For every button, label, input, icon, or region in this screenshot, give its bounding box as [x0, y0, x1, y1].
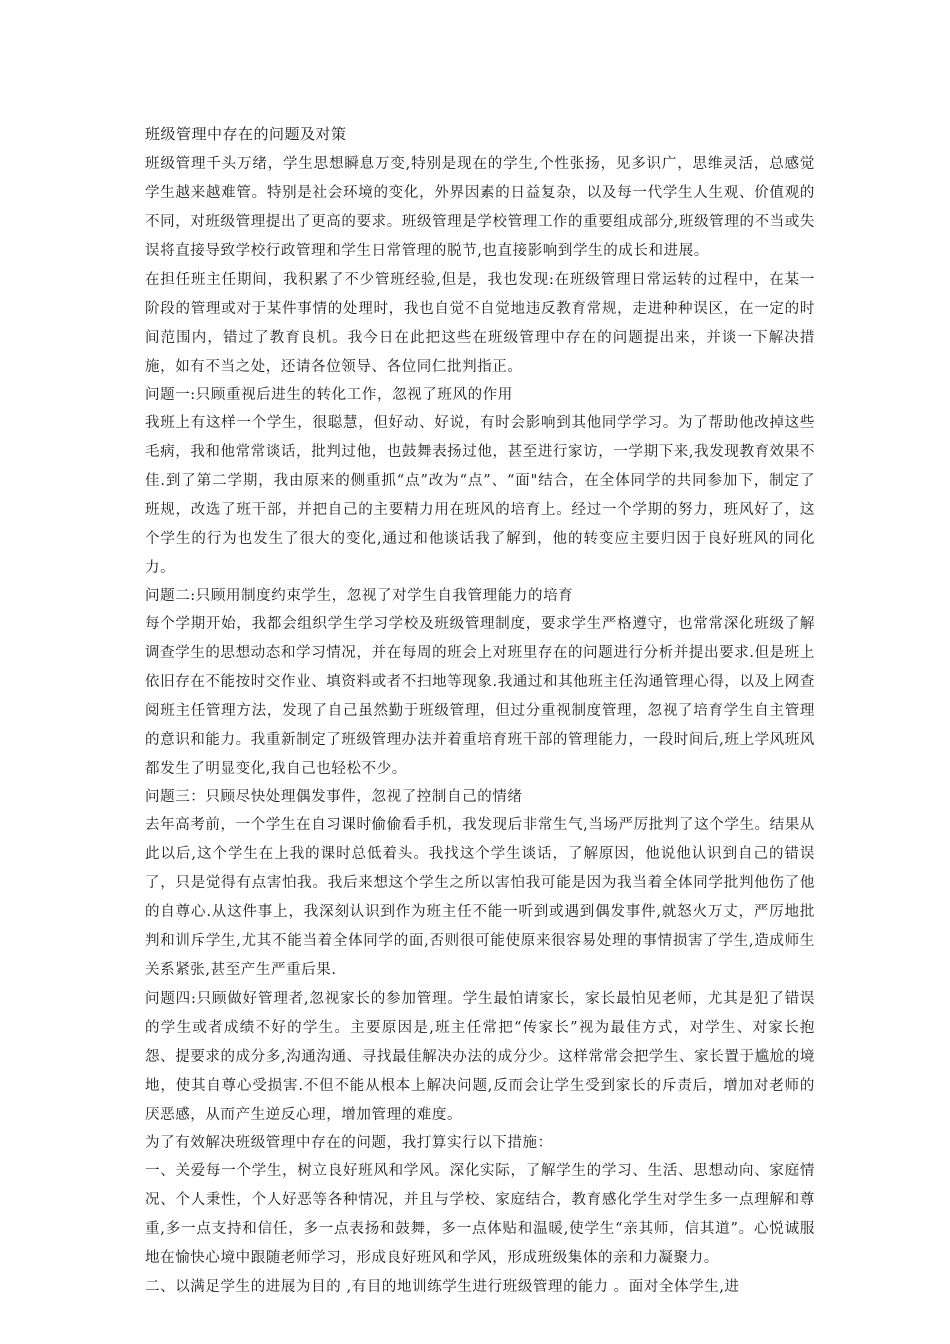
- paragraph-intro: 班级管理千头万绪，学生思想瞬息万变,特别是现在的学生,个性张扬，见多识广，思维灵活，总感觉学生越来越难管。特别是社会环境的变化，外界因素的日益复杂，以及每一代学生人生观、价值观的不同，对班级管理提出了更高的要求。班级管理是学校管理工作的重要组成部分,班级管理的不当或失误将直接导致学校行政管理和学生日常管理的脱节,也直接影响到学生的成长和进展。: [145, 156, 815, 259]
- problem-4-paragraph: 问题四:只顾做好管理者,忽视家长的参加管理。学生最怕请家长，家长最怕见老师，尤其是犯了错误的学生或者成绩不好的学生。主要原因是,班主任常把“传家长”视为最佳方式，对学生、对家长抱怨、提要求的成分多,沟通沟通、寻找最佳解决办法的成分少。这样常常会把学生、家长置于尴尬的境地，使其自尊心受损害.不但不能从根本上解决问题,反而会让学生受到家长的斥责后，增加对老师的厌恶感，从而产生逆反心理，增加管理的难度。: [145, 991, 815, 1123]
- measures-intro: 为了有效解决班级管理中存在的问题，我打算实行以下措施：: [145, 1135, 553, 1151]
- problem-2-heading: 问题二:只顾用制度约束学生，忽视了对学生自我管理能力的培育: [145, 588, 574, 604]
- problem-3-body: 去年高考前，一个学生在自习课时偷偷看手机，我发现后非常生气,当场严厉批判了这个学生。结果从此以后,这个学生在上我的课时总低着头。我找这个学生谈话，了解原因，他说他认识到自己的错误了，只是觉得有点害怕我。我后来想这个学生之所以害怕我可能是因为我当着全体同学批判他伤了他的自尊心.从这件事上，我深刻认识到作为班主任不能一听到或遇到偶发事件,就怒火万丈，严厉地批判和训斥学生,尤其不能当着全体同学的面,否则很可能使原来很容易处理的事情损害了学生,造成师生关系紧张,甚至产生严重后果.: [145, 817, 815, 978]
- problem-3-heading: 问题三：只顾尽快处理偶发事件，忽视了控制自己的情绪: [145, 789, 523, 805]
- problem-1-heading: 问题一:只顾重视后进生的转化工作，忽视了班风的作用: [145, 387, 513, 403]
- measure-2: 二、以满足学生的进展为目的 ,有目的地训练学生进行班级管理的能力 。面对全体学生,进: [145, 1279, 740, 1295]
- paragraph-experience: 在担任班主任期间，我积累了不少管班经验,但是，我也发现:在班级管理日常运转的过程中，在某一阶段的管理或对于某件事情的处理时，我也自觉不自觉地违反教育常规，走进种种误区，在一定的时间范围内，错过了教育良机。我今日在此把这些在班级管理中存在的问题提出来，并谈一下解决措施，如有不当之处，还请各位领导、各位同仁批判指正。: [145, 272, 815, 375]
- document-body: [145, 124, 815, 1302]
- document-title: 班级管理中存在的问题及对策: [145, 125, 347, 143]
- measure-1: 一、关爱每一个学生，树立良好班风和学风。深化实际，了解学生的学习、生活、思想动向、家庭情况、个人秉性，个人好恶等各种情况，并且与学校、家庭结合，教育感化学生对学生多一点理解和尊重,多一点支持和信任，多一点表扬和鼓舞，多一点体贴和温暖,使学生“亲其师，信其道”。心悦诚服地在愉快心境中跟随老师学习，形成良好班风和学风，形成班级集体的亲和力凝聚力。: [145, 1163, 815, 1266]
- problem-2-body: 每个学期开始，我都会组织学生学习学校及班级管理制度，要求学生严格遵守，也常常深化班级了解调查学生的思想动态和学习情况，并在每周的班会上对班里存在的问题进行分析并提出要求.但是班上依旧存在不能按时交作业、填资料或者不扫地等现象.我通过和其他班主任沟通管理心得，以及上网查阅班主任管理方法，发现了自己虽然勤于班级管理，但过分重视制度管理，忽视了培育学生自主管理的意识和能力。我重新制定了班级管理办法并着重培育班干部的管理能力，一段时间后,班上学风班风都发生了明显变化,我自己也轻松不少。: [145, 616, 815, 777]
- problem-1-body: 我班上有这样一个学生，很聪慧，但好动、好说，有时会影响到其他同学学习。为了帮助他改掉这些毛病，我和他常常谈话，批判过他，也鼓舞表扬过他，甚至进行家访，一学期下来,我发现教育效果不佳.到了第二学期，我由原来的侧重抓“点”改为“点”、“面"结合，在全体同学的共同参加下，制定了班规，改选了班干部，并把自己的主要精力用在班风的培育上。经过一个学期的努力，班风好了，这个学生的行为也发生了很大的变化,通过和他谈话我了解到，他的转变应主要归因于良好班风的同化力。: [145, 415, 815, 576]
